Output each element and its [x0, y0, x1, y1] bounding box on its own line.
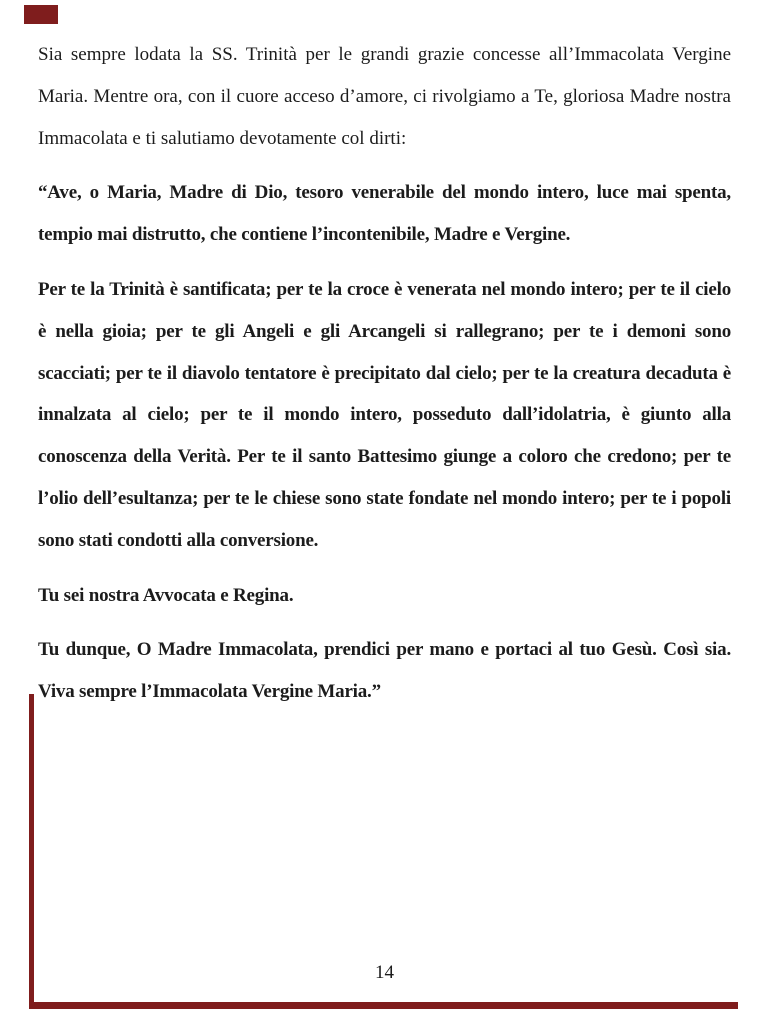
page-number: 14 [375, 962, 394, 983]
paragraph-avvocata-regina: Tu sei nostra Avvocata e Regina. [38, 584, 294, 606]
paragraph-ave-maria: “Ave, o Maria, Madre di Dio, tesoro venerabile del mondo intero, luce mai spenta, tempio mai distrutto, che contiene l’incontenibile, Madre e Vergine. [38, 182, 731, 246]
page-border-top-left-mark [24, 5, 58, 24]
page-border-left-line [29, 694, 34, 1004]
document-body [38, 34, 731, 726]
paragraph-closing: Tu dunque, O Madre Immacolata, prendici per mano e portaci al tuo Gesù. Così sia. Viva sempre l’Immacolata Vergine Maria.” [38, 639, 731, 703]
paragraph-intro: Sia sempre lodata la SS. Trinità per le grandi grazie concesse all’Immacolata Vergine Maria. Mentre ora, con il cuore acceso d’amore, ci rivolgiamo a Te, gloriosa Madre nostra Immacolata e ti salutiamo devotamente col dirti: [38, 44, 731, 149]
paragraph-per-te-litany: Per te la Trinità è santificata; per te la croce è venerata nel mondo intero; per te il cielo è nella gioia; per te gli Angeli e gli Arcangeli si rallegrano; per te i demoni sono scacciati; per te il diavolo tentatore è precipitato dal cielo; per te la creatura decaduta è innalzata al cielo; per te il mondo intero, posseduto dall’idolatria, è giunto alla conoscenza della Verità. Per te il santo Battesimo giunge a coloro che credono; per te l’olio dell’esultanza; per te le chiese sono state fondate nel mondo intero; per te i popoli sono stati condotti alla conversione. [38, 278, 731, 551]
page-border-bottom-line [29, 1002, 738, 1009]
